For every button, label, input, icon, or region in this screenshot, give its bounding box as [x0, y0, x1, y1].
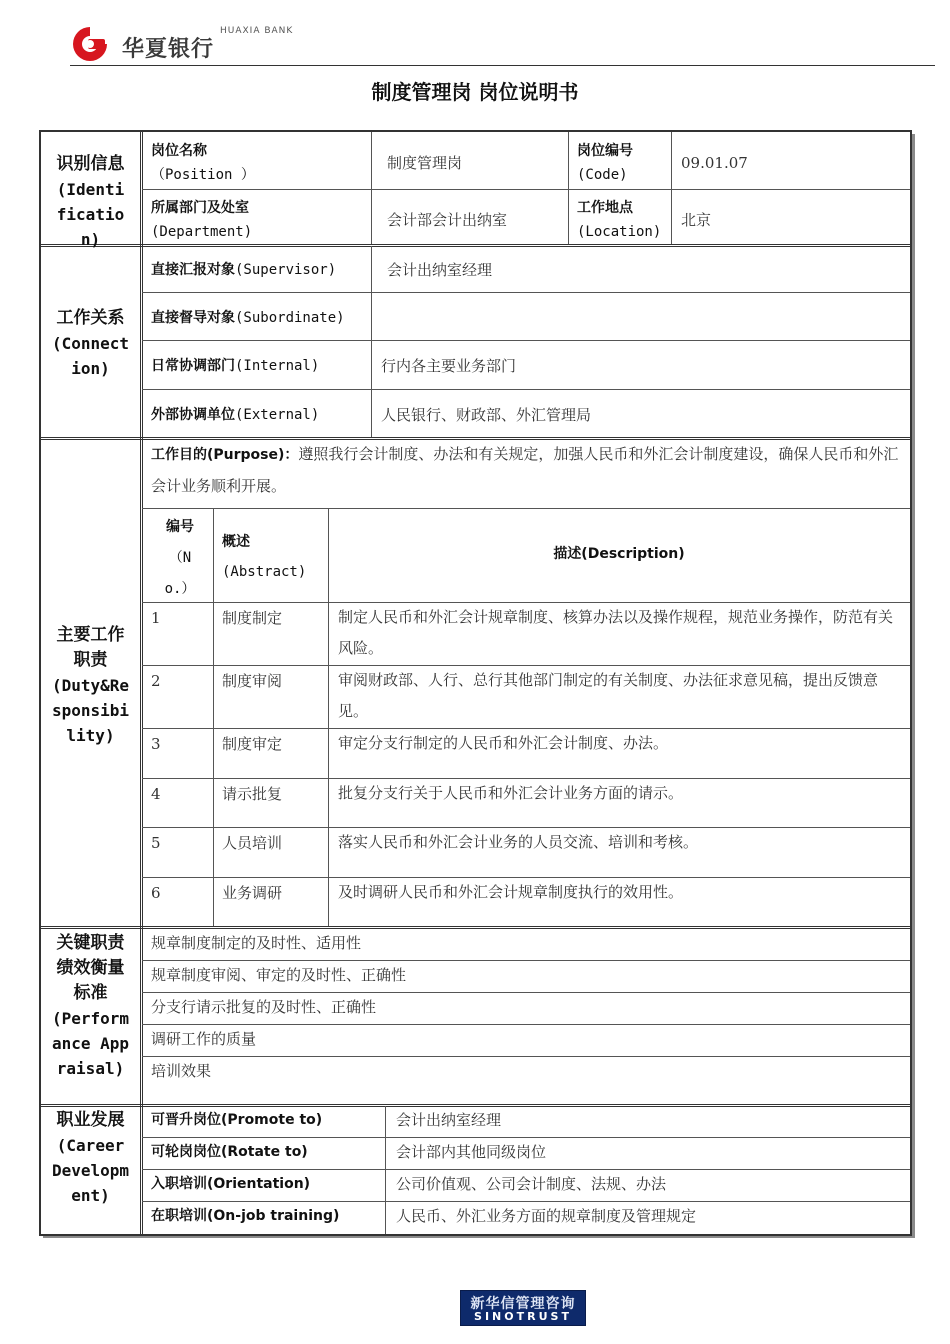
col-divider [671, 132, 672, 244]
duty-no: 2 [151, 672, 161, 690]
purpose-text: 工作目的(Purpose)：遵照我行会计制度、办法和有关规定，加强人民币和外汇会计制度建设，确保人民币和外汇会计业务顺利开展。 [151, 445, 899, 495]
duty-no: 5 [151, 834, 161, 852]
column-header-description: 描述(Description) [553, 546, 685, 562]
duty-description: 及时调研人民币和外汇会计规章制度执行的效用性。 [338, 883, 684, 901]
duty-no: 1 [151, 609, 161, 627]
career-label-orientation: 入职培训(Orientation) [151, 1176, 311, 1192]
row-divider [142, 1137, 910, 1138]
footer-brand-cn: 新华信管理咨询 [470, 1296, 576, 1312]
code-label: 岗位编号 (Code) [577, 143, 633, 183]
col-divider [213, 508, 214, 926]
department-value: 会计部会计出纳室 [387, 211, 508, 229]
bank-name-cn: 华夏银行 [122, 37, 215, 62]
row-divider [142, 1024, 910, 1025]
career-label-onjob: 在职培训(On-job training) [151, 1208, 340, 1224]
duty-no: 3 [151, 735, 161, 753]
duty-abstract: 人员培训 [222, 834, 283, 852]
performance-item: 规章制度制定的及时性、适用性 [151, 934, 362, 952]
duty-abstract: 制度制定 [222, 609, 283, 627]
career-label-promote: 可晋升岗位(Promote to) [151, 1112, 323, 1128]
row-divider [142, 189, 910, 190]
career-value-rotate: 会计部内其他同级岗位 [396, 1143, 547, 1161]
sinotrust-logo [460, 1290, 586, 1326]
duty-abstract: 制度审定 [222, 735, 283, 753]
row-divider [142, 389, 910, 390]
section-title: 工作关系 [56, 308, 125, 328]
footer-brand-en: SINOTRUST [474, 1310, 572, 1323]
duty-abstract: 请示批复 [222, 785, 283, 803]
connection-label-subordinate: 直接督导对象(Subordinate) [151, 310, 345, 326]
row-divider [142, 292, 910, 293]
page-header [70, 22, 935, 66]
section-career [41, 1108, 140, 1208]
section-connection [41, 306, 140, 381]
row-divider [142, 960, 910, 961]
row-divider [142, 508, 910, 509]
connection-label-supervisor: 直接汇报对象(Supervisor) [151, 262, 337, 278]
column-header-abstract: 概述 (Abstract) [222, 534, 307, 580]
position-label: 岗位名称 （Position ） [151, 143, 255, 183]
section-identification [41, 152, 140, 252]
duty-description: 批复分支行关于人民币和外汇会计业务方面的请示。 [338, 784, 684, 802]
row-divider [142, 1169, 910, 1170]
section-title: 识别信息 [56, 154, 125, 174]
section-duty [41, 623, 140, 748]
connection-label-external: 外部协调单位(External) [151, 407, 320, 423]
row-divider [142, 340, 910, 341]
row-divider [142, 992, 910, 993]
row-divider [142, 1201, 910, 1202]
section-title-en: (Identification) [56, 180, 125, 249]
col-divider [371, 132, 372, 244]
huaxia-bank-logo-icon [70, 24, 110, 64]
duty-description: 落实人民币和外汇会计业务的人员交流、培训和考核。 [338, 833, 699, 851]
section-title-en: (Career Development) [51, 1136, 130, 1205]
section-title-en: (Performance Appraisal) [51, 1009, 130, 1078]
performance-item: 规章制度审阅、审定的及时性、正确性 [151, 966, 407, 984]
duty-abstract: 业务调研 [222, 884, 283, 902]
page-title: 制度管理岗 岗位说明书 [371, 80, 579, 104]
location-value: 北京 [681, 211, 712, 229]
section-column-divider [140, 132, 143, 1234]
column-header-no: 编号 （No.） [164, 519, 196, 597]
duty-no: 4 [151, 785, 161, 803]
career-value-orientation: 公司价值观、公司会计制度、法规、办法 [396, 1175, 667, 1193]
connection-value-internal: 行内各主要业务部门 [381, 357, 517, 375]
code-value: 09.01.07 [681, 154, 748, 172]
col-divider [328, 508, 329, 926]
col-divider [385, 1106, 386, 1234]
col-divider [568, 132, 569, 244]
duty-no: 6 [151, 884, 161, 902]
bank-name-en: HUAXIA BANK [220, 26, 294, 36]
performance-item: 分支行请示批复的及时性、正确性 [151, 998, 377, 1016]
section-divider [41, 926, 910, 929]
row-divider [142, 1056, 910, 1057]
section-title: 职业发展 [56, 1110, 125, 1130]
duty-description: 制定人民币和外汇会计规章制度、核算办法以及操作规程，规范业务操作，防范有关风险。 [338, 608, 894, 657]
duty-description: 审阅财政部、人行、总行其他部门制定的有关制度、办法征求意见稿，提出反馈意见。 [338, 671, 879, 720]
section-title-en: (Connection) [51, 334, 130, 378]
performance-item: 培训效果 [151, 1062, 212, 1080]
section-divider [41, 1104, 910, 1107]
section-title-en: (Duty&Responsibility) [51, 676, 130, 745]
career-value-promote: 会计出纳室经理 [396, 1111, 502, 1129]
department-label: 所属部门及处室 (Department) [151, 200, 253, 240]
section-divider [41, 244, 910, 247]
connection-value-external: 人民银行、财政部、外汇管理局 [381, 406, 592, 424]
career-value-onjob: 人民币、外汇业务方面的规章制度及管理规定 [396, 1207, 697, 1225]
location-label: 工作地点 (Location) [577, 200, 662, 240]
connection-value-supervisor: 会计出纳室经理 [387, 261, 493, 279]
performance-item: 调研工作的质量 [151, 1030, 257, 1048]
position-value: 制度管理岗 [387, 154, 463, 172]
col-divider [371, 246, 372, 437]
section-title: 关键职责绩效衡量标准 [56, 933, 125, 1003]
section-performance [41, 931, 140, 1081]
section-title: 主要工作职责 [56, 625, 125, 670]
duty-abstract: 制度审阅 [222, 672, 283, 690]
duty-description: 审定分支行制定的人民币和外汇会计制度、办法。 [338, 734, 669, 752]
career-label-rotate: 可轮岗岗位(Rotate to) [151, 1144, 308, 1160]
connection-label-internal: 日常协调部门(Internal) [151, 358, 320, 374]
header-divider [70, 65, 935, 66]
